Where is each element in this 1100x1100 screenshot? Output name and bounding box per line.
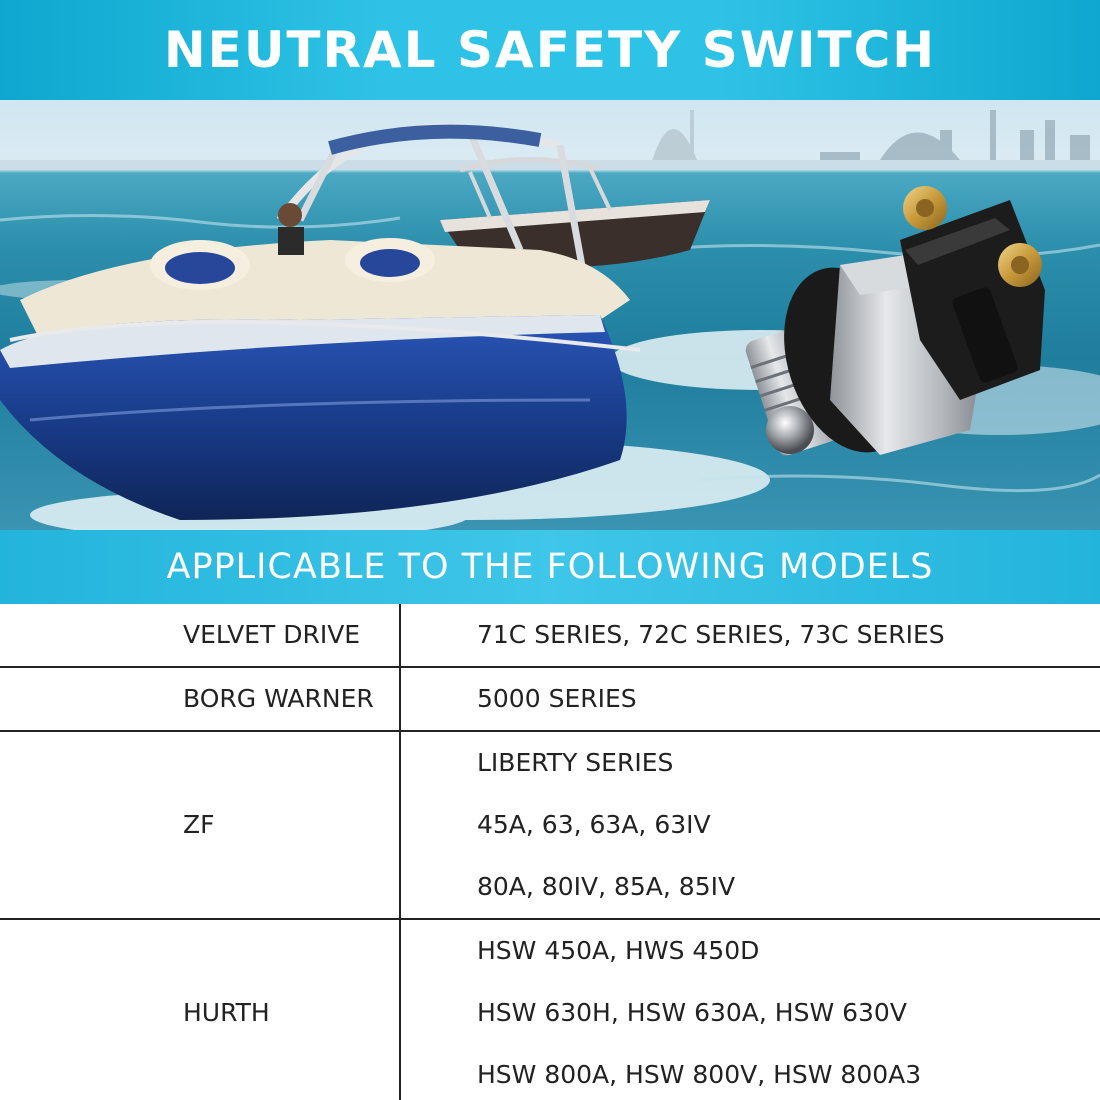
series-text: HSW 630H, HSW 630A, HSW 630V [477,998,907,1027]
brand-cell [0,731,400,919]
series-text: HSW 800A, HSW 800V, HSW 800A3 [477,1060,922,1089]
table-row [0,604,1100,667]
series-text: 5000 SERIES [477,684,637,713]
page-title: NEUTRAL SAFETY SWITCH [163,21,937,79]
series-text: 71C SERIES, 72C SERIES, 73C SERIES [477,620,945,649]
table-row [0,667,1100,731]
brand-cell [0,604,400,667]
models-table [0,604,1100,1100]
brand-cell [0,667,400,731]
brand-name: VELVET DRIVE [183,620,361,649]
scene-illustration [0,100,1100,530]
title-banner [0,0,1100,100]
table-row [0,731,1100,919]
subtitle-banner [0,530,1100,604]
subtitle-text: APPLICABLE TO THE FOLLOWING MODELS [166,547,934,587]
series-cell [400,604,1100,667]
product-photo [0,100,1100,530]
series-text: 45A, 63, 63A, 63IV [477,810,711,839]
series-text: LIBERTY SERIES [477,748,674,777]
table-row [0,919,1100,1100]
series-cell [400,667,1100,731]
series-cell [400,731,1100,919]
series-text: 80A, 80IV, 85A, 85IV [477,872,736,901]
series-text: HSW 450A, HWS 450D [477,936,760,965]
brand-name: ZF [183,810,215,839]
brand-name: HURTH [183,998,270,1027]
brand-name: BORG WARNER [183,684,374,713]
series-cell [400,919,1100,1100]
speedboat [0,127,640,520]
brand-cell [0,919,400,1100]
